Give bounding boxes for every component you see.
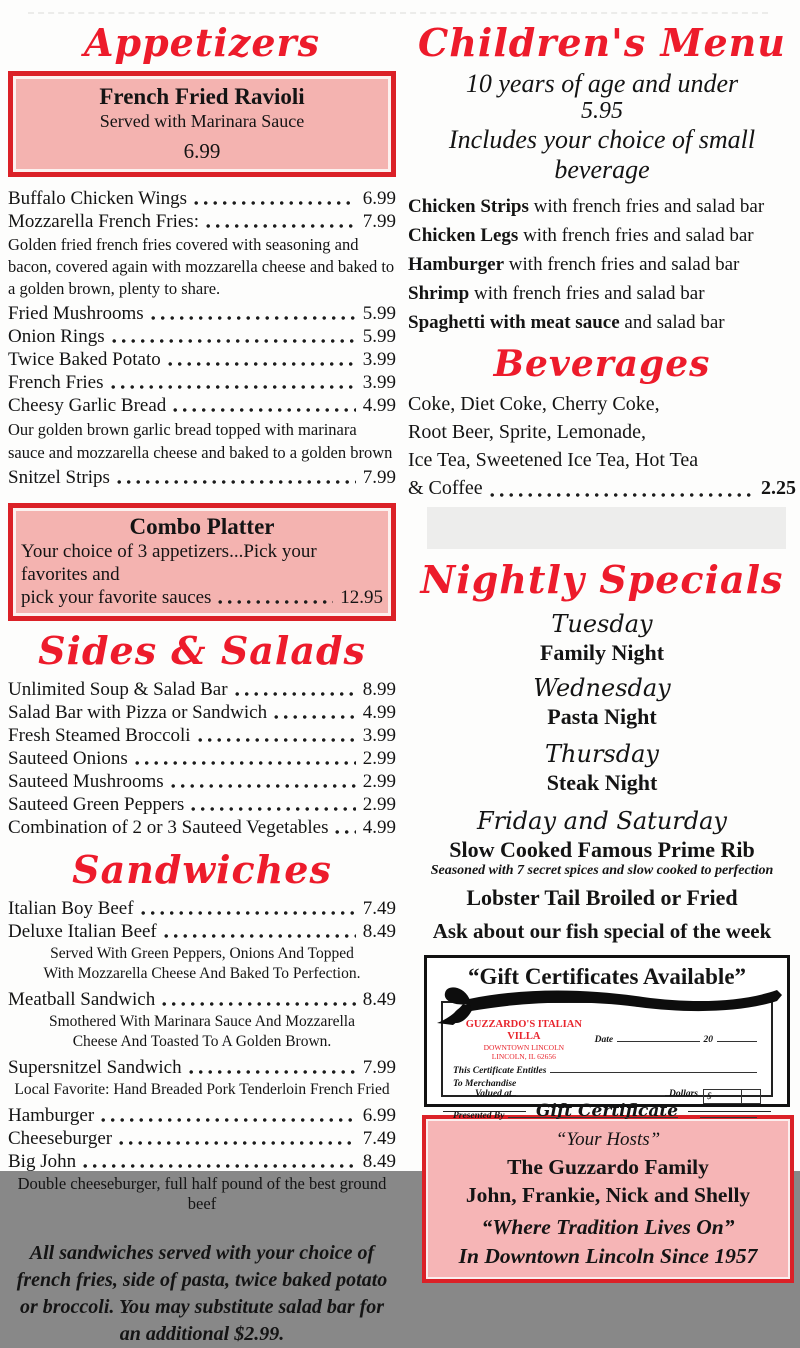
cert-valued-label: Valued at (475, 1089, 512, 1099)
childrens-beverage-note: Includes your choice of small beverage (448, 125, 756, 184)
blank-line (550, 1072, 757, 1073)
dot-leader (189, 1069, 356, 1075)
special-note: Seasoned with 7 secret spices and slow cooked to perfection (430, 863, 774, 878)
special-name: Pasta Night (547, 704, 657, 729)
dot-leader (112, 338, 356, 344)
kids-item (408, 221, 796, 250)
item-name: Sauteed Green Peppers (8, 794, 185, 815)
cert-entitles-row (453, 1066, 761, 1076)
kids-item (408, 192, 796, 221)
combo-line1: Your choice of 3 appetizers...Pick your favorites and (21, 541, 317, 585)
dot-leader (198, 737, 356, 743)
item-price: 7.99 (362, 1057, 396, 1078)
item-name: Fried Mushrooms (8, 303, 144, 324)
hosts-family: The Guzzardo Family (507, 1155, 709, 1179)
item-name: Onion Rings (8, 326, 105, 347)
item-name: Sauteed Onions (8, 748, 128, 769)
hosts-names: John, Frankie, Nick and Shelly (465, 1183, 751, 1207)
item-name: Cheesy Garlic Bread (8, 395, 167, 416)
item-price: 2.99 (362, 748, 396, 769)
hosts-box (422, 1115, 794, 1283)
item-name: Unlimited Soup & Salad Bar (8, 679, 228, 700)
menu-item (8, 701, 396, 724)
kids-item (408, 279, 796, 308)
item-name: Twice Baked Potato (8, 349, 161, 370)
dot-leader (171, 783, 356, 789)
gift-banner: “Gift Certificates Available” (467, 964, 747, 989)
dot-leader (111, 384, 356, 390)
dot-leader (274, 714, 356, 720)
item-name: Fresh Steamed Broccoli (8, 725, 191, 746)
kids-item (408, 250, 796, 279)
blank-line (516, 1095, 665, 1096)
dot-leader (194, 200, 356, 206)
item-price: 8.49 (362, 921, 396, 942)
sandwiches-list (8, 897, 396, 1214)
item-name: Cheeseburger (8, 1128, 113, 1149)
combo-platter-box (8, 503, 396, 621)
cert-dollars-label: Dollars (668, 1089, 698, 1099)
item-name: Snitzel Strips (8, 467, 110, 488)
combo-price: 12.95 (340, 587, 383, 608)
beverage-price: 2.25 (761, 477, 796, 499)
combo-line2 (21, 586, 383, 609)
cert-business-name: GUZZARDO'S ITALIAN VILLA (465, 1019, 582, 1042)
sides-list (8, 678, 396, 839)
childrens-age-note: 10 years of age and under (465, 69, 739, 98)
dot-leader (151, 315, 356, 321)
menu-item (8, 816, 396, 839)
item-name: Shrimp (408, 283, 470, 304)
item-price: 3.99 (362, 725, 396, 746)
dot-leader (83, 1163, 356, 1169)
item-price: 3.99 (362, 372, 396, 393)
beverage-text: & Coffee (408, 477, 483, 499)
cert-merch-label: To Merchandise (453, 1079, 517, 1089)
appetizers-list (8, 187, 396, 489)
menu-item (8, 1056, 396, 1079)
item-name: Big John (8, 1151, 77, 1172)
item-name: Hamburger (408, 254, 505, 275)
item-detail: with french fries and salad bar (469, 283, 705, 304)
item-detail: with french fries and salad bar (528, 196, 765, 217)
item-price: 2.99 (362, 771, 396, 792)
dot-leader (168, 361, 356, 367)
dot-leader (206, 223, 356, 229)
cert-address-line: DOWNTOWN LINCOLN (483, 1043, 565, 1052)
item-price: 2.99 (362, 794, 396, 815)
item-detail: with french fries and salad bar (504, 254, 740, 275)
menu-item (8, 302, 396, 325)
special-day: Friday and Saturday (477, 807, 727, 835)
item-price: 7.99 (362, 467, 396, 488)
item-name: Meatball Sandwich (8, 989, 156, 1010)
item-price: 4.99 (362, 817, 396, 838)
item-price: 7.99 (362, 211, 396, 232)
item-name: Deluxe Italian Beef (8, 921, 157, 942)
item-name: French Fries (8, 372, 104, 393)
item-name: Salad Bar with Pizza or Sandwich (8, 702, 268, 723)
item-detail: with french fries and salad bar (518, 225, 754, 246)
dot-leader (164, 933, 356, 939)
featured-price: 6.99 (183, 139, 221, 163)
cert-valued-row (453, 1089, 761, 1104)
item-price: 3.99 (362, 349, 396, 370)
dot-leader (135, 760, 356, 766)
special-name: Steak Night (546, 770, 658, 795)
item-name: Supersnitzel Sandwich (8, 1057, 182, 1078)
cents-cell (742, 1090, 760, 1103)
blank-line (508, 1117, 678, 1118)
cert-presented-row (453, 1111, 761, 1121)
menu-item (8, 1104, 396, 1127)
item-price: 8.49 (362, 1151, 396, 1172)
gift-certificate-box (424, 955, 790, 1121)
hosts-since: In Downtown Lincoln Since 1957 (458, 1244, 758, 1268)
menu-item (8, 210, 396, 233)
beverage-line: Ice Tea, Sweetened Ice Tea, Hot Tea (408, 449, 699, 471)
item-detail: and salad bar (619, 312, 725, 333)
item-description: Our golden brown garlic bread topped with marinara sauce and mozzarella cheese and baked to a golden brown (8, 420, 393, 462)
menu-item (8, 466, 396, 489)
item-price: 8.99 (362, 679, 396, 700)
dollar-amount-box (703, 1089, 761, 1104)
item-name: Combination of 2 or 3 Sauteed Vegetables (8, 817, 329, 838)
menu-item (8, 371, 396, 394)
special-name: Family Night (539, 640, 665, 665)
menu-item (8, 1127, 396, 1150)
item-price: 4.99 (362, 395, 396, 416)
item-name: Hamburger (8, 1105, 95, 1126)
item-price: 8.49 (362, 989, 396, 1010)
dot-leader (117, 479, 356, 485)
special-day: Thursday (545, 740, 659, 768)
cert-address-line: LINCOLN, IL 62656 (491, 1052, 556, 1061)
menu-item (8, 1150, 396, 1173)
dollar-sign: $ (704, 1090, 742, 1103)
cert-year-prefix: 20 (703, 1035, 713, 1045)
blank-line (700, 1117, 757, 1118)
fish-special-note: Ask about our fish special of the week (432, 919, 772, 943)
featured-title: French Fried Ravioli (99, 84, 305, 109)
dot-leader (235, 691, 356, 697)
item-name: Sauteed Mushrooms (8, 771, 164, 792)
beverage-line: Root Beer, Sprite, Lemonade, (408, 421, 647, 443)
sandwiches-heading: Sandwiches (72, 847, 332, 892)
item-name: Mozzarella French Fries: (8, 211, 199, 232)
featured-ravioli-box (8, 71, 396, 177)
item-description: Served With Green Peppers, Onions And Topped With Mozzarella Cheese And Baked To Perfection. (43, 945, 361, 982)
beverages-heading: Beverages (493, 343, 711, 385)
item-name: Chicken Strips (408, 196, 529, 217)
beverage-price-line (408, 474, 796, 502)
item-description: Golden fried french fries covered with seasoning and bacon, covered again with mozzarella cheese and baked to a golden brown, plenty to share. (8, 235, 395, 298)
cert-date-label: Date (594, 1035, 614, 1045)
menu-item (8, 793, 396, 816)
menu-item (8, 348, 396, 371)
beverage-line: Coke, Diet Coke, Cherry Coke, (408, 393, 660, 415)
menu-item (8, 920, 396, 943)
hosts-motto: “Where Tradition Lives On” (481, 1215, 735, 1239)
item-price: 4.99 (362, 702, 396, 723)
right-column (408, 0, 796, 1283)
scan-gray-artifact (427, 507, 786, 549)
menu-item (8, 724, 396, 747)
dot-leader (490, 492, 754, 498)
menu-item (8, 325, 396, 348)
special-day: Tuesday (551, 610, 653, 638)
left-column (8, 0, 396, 1348)
menu-item (8, 394, 396, 417)
dot-leader (119, 1140, 356, 1146)
item-price: 6.99 (362, 1105, 396, 1126)
menu-item (8, 747, 396, 770)
menu-item (8, 187, 396, 210)
special-name: Slow Cooked Famous Prime Rib (449, 837, 755, 862)
hosts-quote: “Your Hosts” (555, 1129, 661, 1150)
item-price: 7.49 (362, 1128, 396, 1149)
dot-leader (101, 1117, 356, 1123)
appetizers-heading: Appetizers (84, 20, 320, 65)
item-price: 5.99 (362, 326, 396, 347)
dot-leader (191, 806, 356, 812)
blank-line (717, 1041, 757, 1042)
special-day: Wednesday (533, 674, 671, 702)
menu-item (8, 678, 396, 701)
item-name: Italian Boy Beef (8, 898, 134, 919)
beverages-list (408, 390, 796, 502)
menu-item (8, 897, 396, 920)
childrens-menu-heading: Children's Menu (418, 20, 786, 65)
dot-leader (173, 407, 355, 413)
item-description: Smothered With Marinara Sauce And Mozzarella Cheese And Toasted To A Golden Brown. (49, 1013, 355, 1050)
cert-presented-label: Presented By (453, 1111, 505, 1121)
blank-line (617, 1041, 699, 1042)
cert-entitles-label: This Certificate Entitles (453, 1066, 547, 1076)
kids-item (408, 308, 796, 337)
dot-leader (218, 599, 333, 605)
item-description: Double cheeseburger, full half pound of the best ground beef (17, 1174, 387, 1213)
menu-item (8, 770, 396, 793)
dot-leader (335, 829, 355, 835)
nightly-specials-list (408, 609, 796, 945)
item-description: Local Favorite: Hand Breaded Pork Tenderloin French Fried (14, 1081, 390, 1098)
combo-text: pick your favorite sauces (21, 587, 212, 608)
cert-date-row (595, 1035, 761, 1045)
sides-salads-heading: Sides & Salads (38, 628, 366, 673)
item-price: 6.99 (362, 188, 396, 209)
childrens-list (408, 192, 796, 337)
sandwich-note: All sandwiches served with your choice of french fries, side of pasta, twice baked potato or broccoli. You may substitute salad bar for an additional $2.99. (16, 1242, 388, 1345)
dot-leader (162, 1001, 356, 1007)
gift-certificate-script: Gift Certificate (535, 1101, 679, 1121)
item-name: Buffalo Chicken Wings (8, 188, 188, 209)
featured-subtitle: Served with Marinara Sauce (99, 111, 305, 131)
item-name: Chicken Legs (408, 225, 519, 246)
item-name: Spaghetti with meat sauce (408, 312, 620, 333)
dot-leader (141, 910, 356, 916)
item-price: 7.49 (362, 898, 396, 919)
item-price: 5.99 (362, 303, 396, 324)
childrens-price: 5.95 (581, 98, 623, 124)
menu-item (8, 988, 396, 1011)
special-name: Lobster Tail Broiled or Fried (466, 885, 738, 910)
combo-title: Combo Platter (129, 514, 275, 539)
nightly-specials-heading: Nightly Specials (420, 557, 784, 602)
